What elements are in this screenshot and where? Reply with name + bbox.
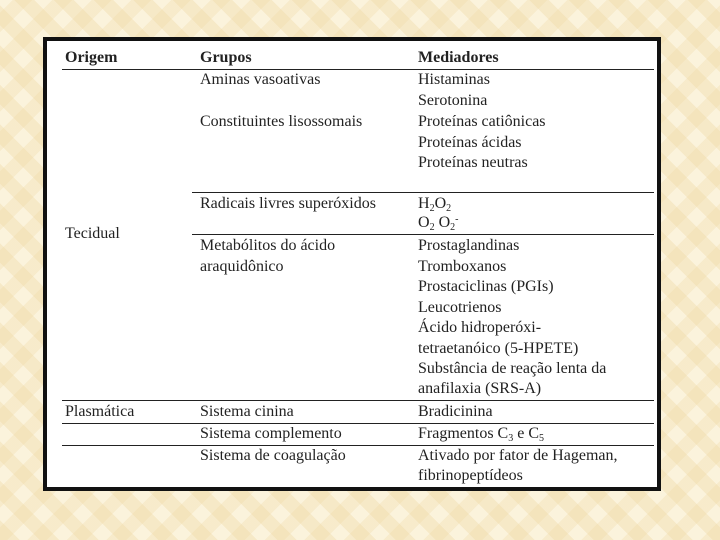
- mediator-fragmentos-c3-c5: [418, 424, 544, 445]
- header-mediators: Mediadores: [418, 49, 499, 66]
- origin-tecidual: Tecidual: [65, 225, 120, 242]
- o2-sub1: 2: [429, 222, 435, 233]
- fragmentos-sub1: 3: [508, 433, 514, 444]
- mediator-tetraetanoico: tetraetanóico (5-HPETE): [418, 340, 579, 357]
- mediator-serotonina: Serotonina: [418, 92, 488, 109]
- header-bottom-rule: [62, 69, 654, 70]
- mediator-acido-hidroperoxi: Ácido hidroperóxi-: [418, 319, 542, 336]
- group-radicais-livres: Radicais livres superóxidos: [200, 195, 376, 212]
- group-aminas-vasoativas: Aminas vasoativas: [200, 71, 321, 88]
- o2-o: O: [418, 214, 430, 231]
- mediator-leucotrienos: Leucotrienos: [418, 299, 502, 316]
- mediator-histaminas: Histaminas: [418, 71, 490, 88]
- mediator-anafilaxia: anafilaxia (SRS-A): [418, 380, 542, 397]
- group-metabolitos-line2: araquidônico: [200, 258, 284, 275]
- h2o2-h: H: [418, 195, 430, 212]
- rule-after-tecidual: [62, 400, 654, 401]
- mediator-substancia-reacao: Substância de reação lenta da: [418, 360, 607, 377]
- mediator-h2o2: [418, 194, 451, 215]
- h2o2-o: O: [434, 195, 447, 212]
- mediator-proteinas-cationicas: Proteínas catiônicas: [418, 113, 546, 130]
- h2o2-sub1: 2: [429, 203, 435, 214]
- mediator-tromboxanos: Tromboxanos: [418, 258, 507, 275]
- mediator-fator-hageman: Ativado por fator de Hageman,: [418, 447, 618, 464]
- o2-o-second: O: [438, 214, 451, 231]
- group-sistema-complemento: Sistema complemento: [200, 425, 342, 442]
- fragmentos-middle: e C: [513, 425, 539, 442]
- mediator-fibrinopeptideos: fibrinopeptídeos: [418, 467, 523, 484]
- mediator-proteinas-acidas: Proteínas ácidas: [418, 134, 522, 151]
- header-origin: Origem: [65, 49, 118, 66]
- header-groups: Grupos: [200, 49, 252, 66]
- mediator-prostaciclinas: Prostaciclinas (PGIs): [418, 278, 554, 295]
- o2-sup: -: [455, 214, 459, 225]
- slide-frame: [43, 37, 661, 491]
- mediator-bradicinina: Bradicinina: [418, 403, 493, 420]
- group-metabolitos-line1: Metabólitos do ácido: [200, 237, 336, 254]
- rule-after-cinina: [62, 423, 654, 424]
- mediator-proteinas-neutras: Proteínas neutras: [418, 154, 528, 171]
- fragmentos-prefix: Fragmentos C: [418, 425, 509, 442]
- group-sistema-coagulacao: Sistema de coagulação: [200, 447, 346, 464]
- rule-after-radicals: [192, 234, 654, 235]
- mediator-prostaglandinas: Prostaglandinas: [418, 237, 520, 254]
- origin-plasmatica: Plasmática: [65, 403, 135, 420]
- o2-sub2: 2: [450, 222, 456, 233]
- group-constituintes-lisossomais: Constituintes lisossomais: [200, 113, 363, 130]
- rule-after-lysosomal: [192, 192, 654, 193]
- fragmentos-sub2: 5: [539, 433, 544, 444]
- mediator-superoxide: [418, 213, 458, 234]
- group-sistema-cinina: Sistema cinina: [200, 403, 294, 420]
- h2o2-sub2: 2: [446, 203, 452, 214]
